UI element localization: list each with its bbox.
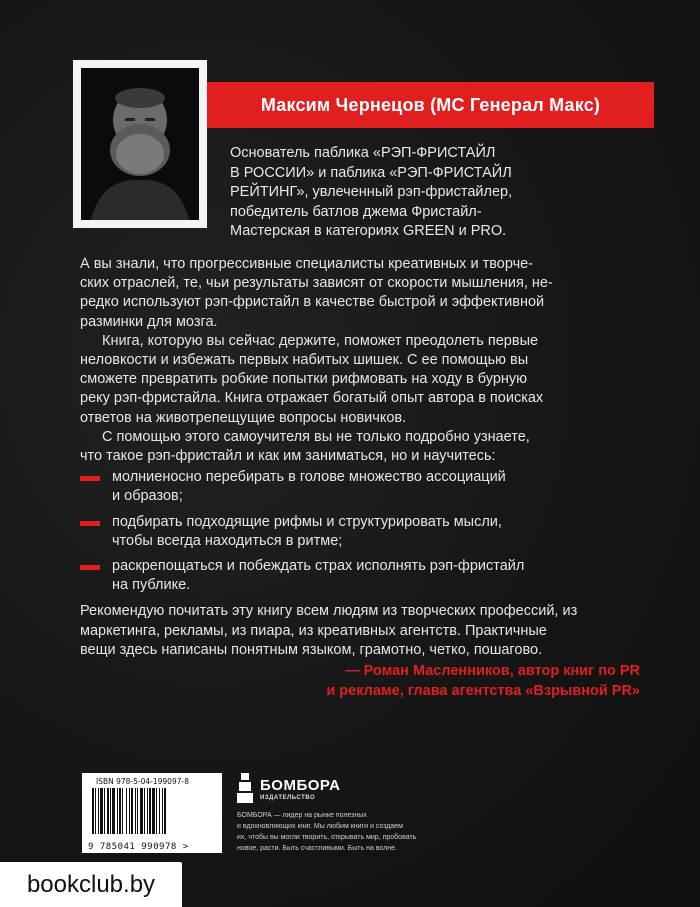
text-line: что такое рэп-фристайл и как им заниматься, но и научитесь: [80, 448, 496, 465]
author-bio [230, 144, 570, 242]
text-line: разминки для мозга. [80, 313, 218, 330]
quote-attribution [326, 662, 640, 701]
text-line: С помощью этого самоучителя вы не только подробно узнаете, [102, 428, 530, 445]
text-line: и вдохновляющих книг. Мы любим книги и создаем [237, 823, 403, 830]
author-photo-frame [73, 60, 207, 228]
text-line: новое, расти. Быть счастливыми. Быть на волне. [237, 845, 397, 852]
text-line: Рекомендую почитать эту книгу всем людям из творческих профессий, из [80, 603, 578, 619]
skills-list [80, 468, 640, 595]
list-item [80, 557, 592, 595]
text-line: вещи здесь написаны понятным языком, грамотно, четко, пошагово. [80, 642, 543, 658]
publisher-name: БОМБОРА [260, 777, 341, 794]
red-dash-bullet [80, 521, 100, 526]
barcode-label [82, 773, 222, 853]
text-line: на публике. [112, 577, 191, 594]
book-description [80, 255, 640, 601]
paragraph-intro [80, 255, 640, 332]
text-line: редко используют рэп-фристайл в качестве быстрой и эффективной [80, 294, 545, 311]
text-line: раскрепощаться и побеждать страх исполнять рэп-фристайл [112, 558, 525, 575]
text-line: их, чтобы вы могли творить, открывать мир, пробовать [237, 834, 417, 841]
text-line: и рекламе, глава агентства «Взрывной PR» [326, 682, 640, 699]
text-line: БОМБОРА — лидер на рынке полезных [237, 812, 367, 819]
barcode-icon [88, 786, 216, 836]
text-line: сможете превратить робкие попытки рифмовать на ходу в бурную [80, 371, 528, 388]
text-line: реку рэп-фристайла. Книга отражает богатый опыт автора в поисках [80, 390, 544, 407]
text-line: неловкости и избежать первых набитых шишек. С ее помощью вы [80, 352, 529, 369]
text-line: подбирать подходящие рифмы и структурировать мысли, [112, 513, 502, 530]
text-line: А вы знали, что прогрессивные специалисты креативных и творче- [80, 256, 534, 272]
bio-line: РЕЙТИНГ», увлеченный рэп-фристайлер, [230, 184, 513, 200]
list-item [80, 468, 592, 506]
author-name-banner [207, 82, 654, 128]
bio-line: Мастерская в категориях GREEN и PRO. [230, 223, 507, 239]
isbn-text: ISBN 978-5-04-199097-8 [96, 777, 189, 786]
author-photo [81, 68, 199, 220]
barcode-number: 9 785041 990978 > [88, 842, 189, 852]
text-line: чтобы всегда находиться в ритме; [112, 532, 343, 549]
recommendation-quote [80, 602, 640, 661]
red-dash-bullet [80, 565, 100, 570]
text-line: ответов на животрепещущие вопросы новичков. [80, 409, 407, 426]
publisher-description [237, 810, 447, 854]
text-line: Книга, которую вы сейчас держите, поможет преодолеть первые [102, 332, 539, 349]
bio-line: В РОССИИ» и паблика «РЭП-ФРИСТАЙЛ [230, 164, 512, 181]
paragraph-book [80, 332, 640, 428]
bombora-logo-icon [237, 773, 253, 803]
author-name: Максим Чернецов (МС Генерал Макс) [260, 94, 601, 115]
list-item [80, 513, 592, 551]
publisher-subtitle: ИЗДАТЕЛЬСТВО [260, 795, 316, 801]
paragraph-learn [80, 428, 640, 466]
red-dash-bullet [80, 476, 100, 481]
watermark-site: bookclub.by [0, 862, 182, 907]
text-line: маркетинга, рекламы, из пиара, из креативных агентств. Практичные [80, 622, 547, 639]
bio-line: Основатель паблика «РЭП-ФРИСТАЙЛ [230, 145, 496, 161]
bio-line: победитель батлов джема Фристайл- [230, 203, 482, 220]
text-line: и образов; [112, 488, 183, 505]
text-line: молниеносно перебирать в голове множество ассоциаций [112, 469, 506, 486]
text-line: — Роман Масленников, автор книг по PR [345, 663, 640, 679]
text-line: ских отраслей, те, чьи результаты зависят от скорости мышления, не- [80, 275, 553, 292]
